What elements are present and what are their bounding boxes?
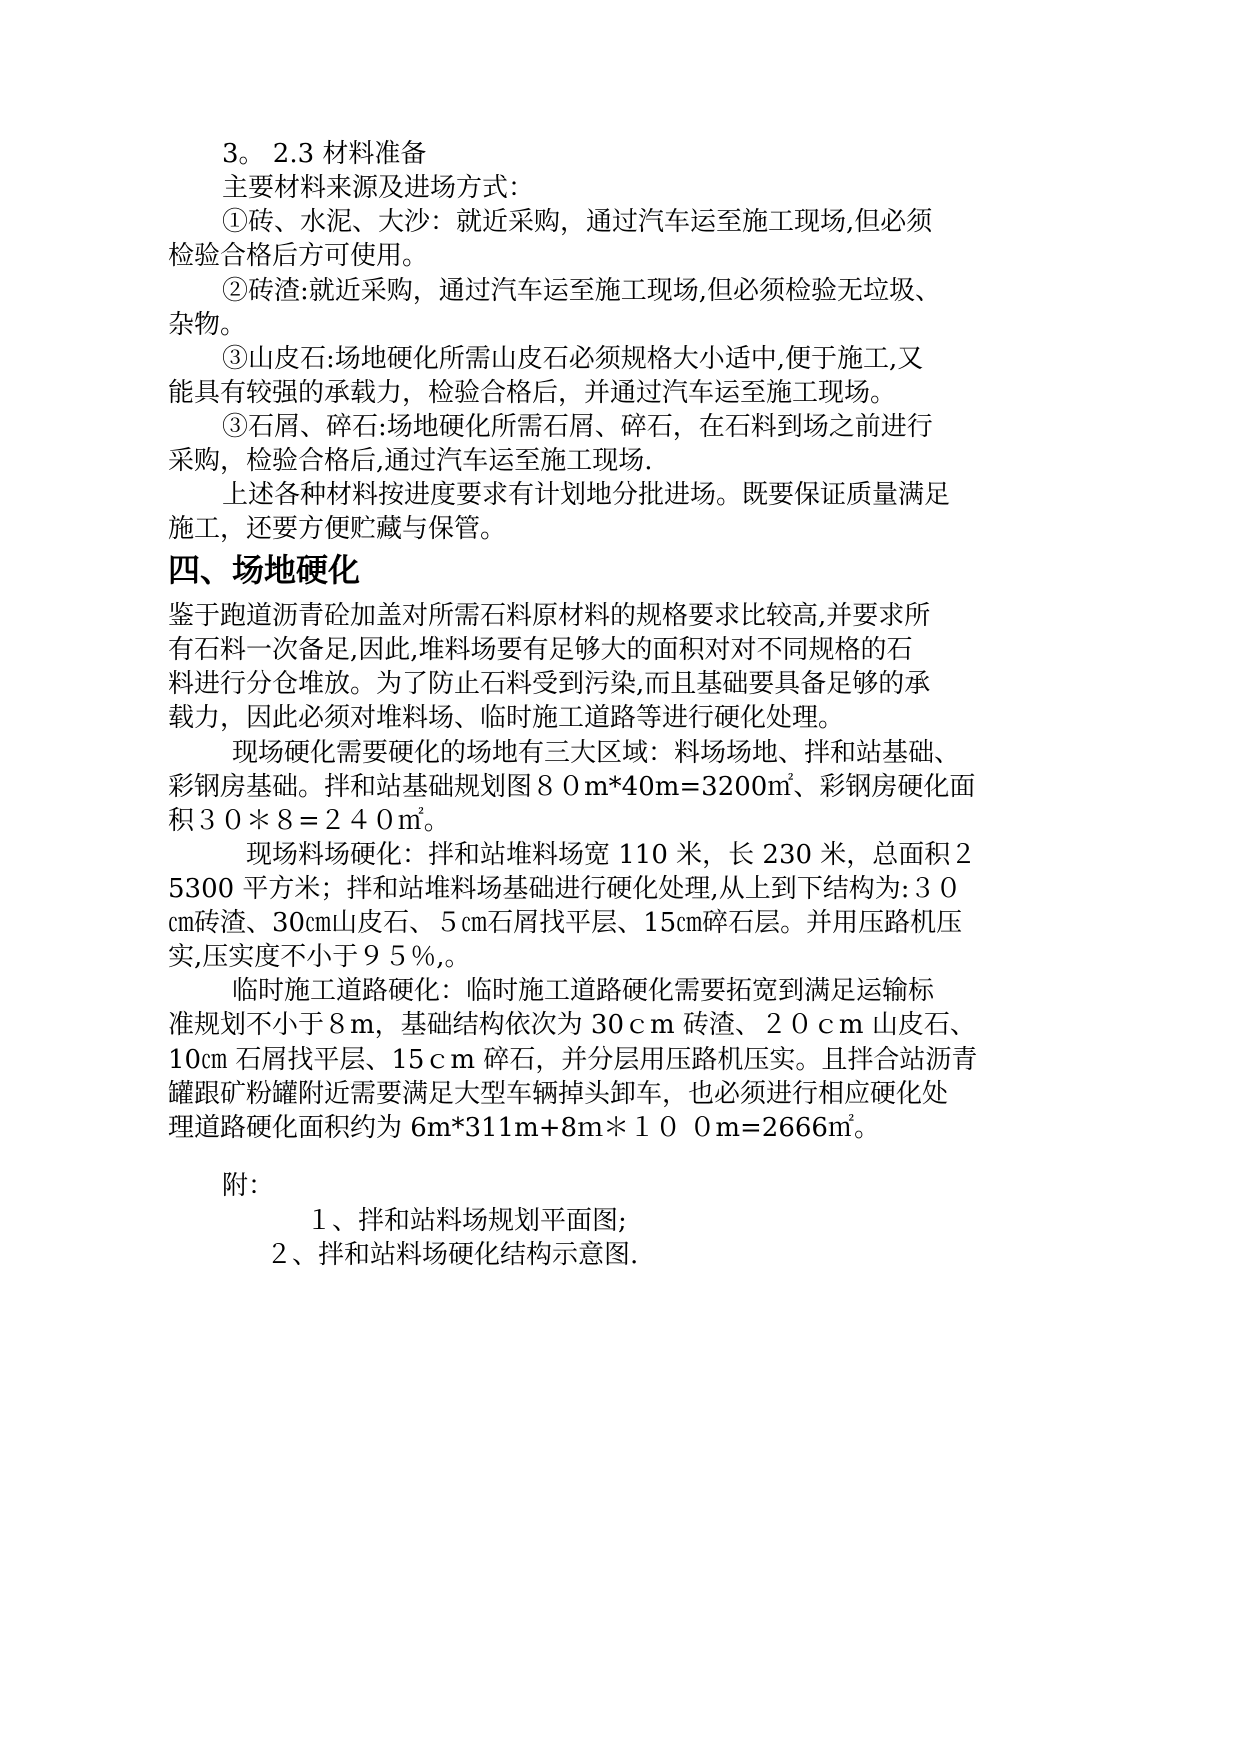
site-hardening-p2-line-3: 积３０＊８=２４０㎡。 bbox=[168, 806, 450, 836]
site-hardening-p1-line-2: 有石料一次备足,因此,堆料场要有足够大的面积对对不同规格的石 bbox=[168, 635, 913, 665]
material-item-3-line-1: ③山皮石:场地硬化所需山皮石必须规格大小适中,便于施工,又 bbox=[222, 344, 924, 374]
appendix-item-1: １、拌和站料场规划平面图; bbox=[306, 1206, 627, 1236]
material-item-2-line-1: ②砖渣:就近采购，通过汽车运至施工现场,但必须检验无垃圾、 bbox=[222, 276, 942, 306]
materials-summary-line-1: 上述各种材料按进度要求有计划地分批进场。既要保证质量满足 bbox=[222, 480, 951, 510]
appendix-item-2: ２、拌和站料场硬化结构示意图. bbox=[266, 1240, 639, 1270]
site-hardening-p2-line-1: 现场硬化需要硬化的场地有三大区域：料场场地、拌和站基础、 bbox=[232, 738, 961, 768]
site-hardening-p4-line-3: 10㎝ 石屑找平层、15ｃm 碎石，并分层用压路机压实。且拌合站沥青 bbox=[168, 1045, 978, 1075]
site-hardening-p4-line-5: 理道路硬化面积约为 6m*311m+8ｍ＊１０ ０m=2666㎡。 bbox=[168, 1113, 880, 1143]
material-item-4-line-2: 采购，检验合格后,通过汽车运至施工现场. bbox=[168, 446, 653, 476]
site-hardening-p3-line-1: 现场料场硬化：拌和站堆料场宽 110 米，长 230 米，总面积２ bbox=[246, 840, 977, 870]
site-hardening-p3-line-3: ㎝砖渣、30㎝山皮石、５㎝石屑找平层、15㎝碎石层。并用压路机压 bbox=[168, 908, 963, 938]
section-title: 3。 2.3 材料准备 bbox=[222, 139, 427, 169]
section-heading: 四、场地硬化 bbox=[168, 551, 361, 589]
site-hardening-p3-line-2: 5300 平方米；拌和站堆料场基础进行硬化处理,从上到下结构为:３０ bbox=[168, 874, 962, 904]
site-hardening-p4-line-4: 罐跟矿粉罐附近需要满足大型车辆掉头卸车，也必须进行相应硬化处 bbox=[168, 1079, 949, 1109]
material-item-2-line-2: 杂物。 bbox=[168, 310, 247, 340]
materials-intro: 主要材料来源及进场方式： bbox=[222, 173, 535, 203]
materials-summary-line-2: 施工，还要方便贮藏与保管。 bbox=[168, 514, 507, 544]
material-item-1-line-1: ①砖、水泥、大沙：就近采购，通过汽车运至施工现场,但必须 bbox=[222, 207, 933, 237]
site-hardening-p4-line-1: 临时施工道路硬化：临时施工道路硬化需要拓宽到满足运输标 bbox=[232, 976, 935, 1006]
appendix-label: 附： bbox=[222, 1171, 275, 1201]
material-item-1-line-2: 检验合格后方可使用。 bbox=[168, 241, 429, 271]
site-hardening-p2-line-2: 彩钢房基础。拌和站基础规划图８０m*40m=3200㎡、彩钢房硬化面 bbox=[168, 772, 976, 802]
site-hardening-p1-line-4: 载力，因此必须对堆料场、临时施工道路等进行硬化处理。 bbox=[168, 703, 845, 733]
material-item-4-line-1: ③石屑、碎石:场地硬化所需石屑、碎石，在石料到场之前进行 bbox=[222, 412, 933, 442]
site-hardening-p1-line-1: 鉴于跑道沥青砼加盖对所需石料原材料的规格要求比较高,并要求所 bbox=[168, 601, 931, 631]
site-hardening-p3-line-4: 实,压实度不小于９５％,。 bbox=[168, 942, 471, 972]
material-item-3-line-2: 能具有较强的承载力，检验合格后，并通过汽车运至施工现场。 bbox=[168, 378, 897, 408]
site-hardening-p4-line-2: 准规划不小于８m，基础结构依次为 30ｃm 砖渣、２０ｃm 山皮石、 bbox=[168, 1010, 976, 1040]
site-hardening-p1-line-3: 料进行分仓堆放。为了防止石料受到污染,而且基础要具备足够的承 bbox=[168, 669, 931, 699]
